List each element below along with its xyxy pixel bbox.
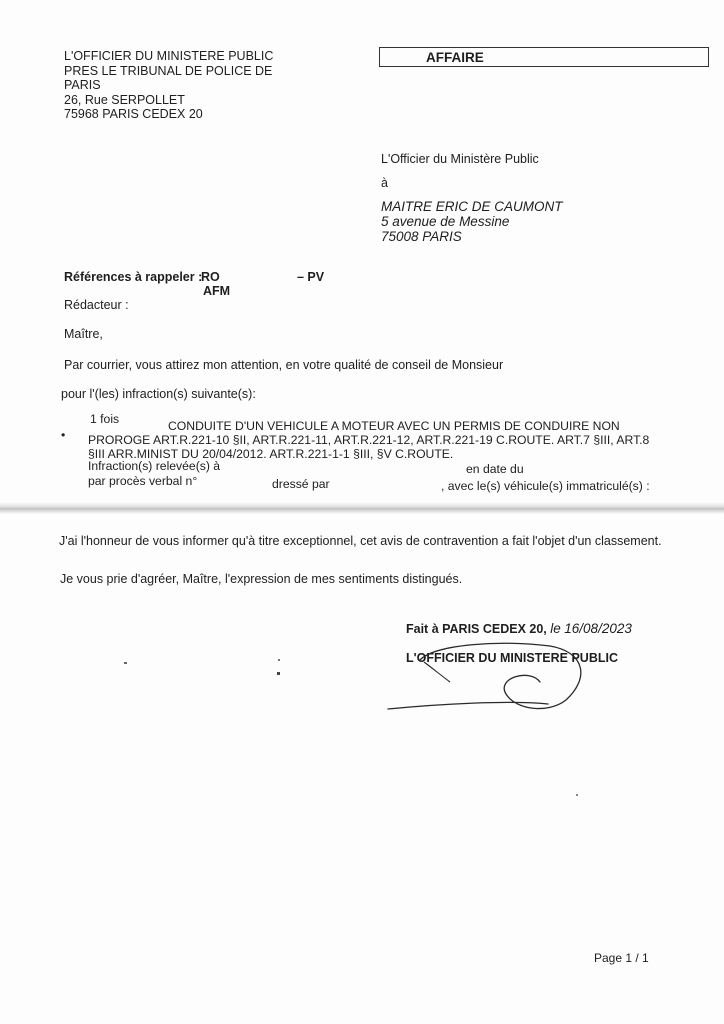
references-label: Références à rappeler : — [64, 270, 203, 284]
sender-line-5: 75968 PARIS CEDEX 20 — [64, 107, 203, 121]
fait-le: le — [550, 621, 561, 636]
paragraph-infractions-intro: pour l'(les) infraction(s) suivante(s): — [61, 387, 256, 401]
affaire-label: AFFAIRE — [426, 50, 484, 65]
infraction-pv-number: par procès verbal n° — [88, 474, 198, 488]
infraction-count: 1 fois — [90, 412, 120, 426]
infraction-line-2: PROROGE ART.R.221-10 §II, ART.R.221-11, ART.R.221-12, ART.R.221-19 C.ROUTE. ART.7 §III, ART.8 — [88, 433, 650, 447]
sender-line-1: L'OFFICIER DU MINISTERE PUBLIC — [64, 49, 274, 63]
recipient-name: MAITRE ERIC DE CAUMONT — [381, 199, 563, 214]
reference-ro: RO — [201, 270, 220, 284]
infraction-line-3: §III ARR.MINIST DU 20/04/2012. ART.R.221-1-1 §III, §V C.ROUTE. — [88, 447, 454, 461]
a-line: à — [381, 176, 388, 190]
reference-afm: AFM — [203, 284, 231, 298]
salutation: Maître, — [64, 327, 103, 341]
scan-speck — [277, 672, 280, 675]
from-line: L'Officier du Ministère Public — [381, 152, 539, 166]
infraction-dresse-par: dressé par — [272, 477, 330, 491]
handwritten-signature — [380, 638, 600, 718]
fait-place: Fait à PARIS CEDEX 20, — [406, 622, 547, 636]
infraction-immatricule: , avec le(s) véhicule(s) immatriculé(s) : — [441, 479, 650, 493]
reference-pv: – PV — [297, 270, 325, 284]
fait-a-line — [406, 621, 632, 636]
page-number: Page 1 / 1 — [594, 951, 649, 965]
redacteur-label: Rédacteur : — [64, 298, 129, 312]
fait-date: 16/08/2023 — [564, 621, 632, 636]
paragraph-closing: Je vous prie d'agréer, Maître, l'expression de mes sentiments distingués. — [60, 572, 463, 586]
scan-speck — [278, 659, 280, 661]
sender-line-2: PRES LE TRIBUNAL DE POLICE DE — [64, 63, 273, 78]
sender-line-4: 26, Rue SERPOLLET — [64, 92, 185, 107]
sender-line-3: PARIS — [64, 78, 101, 92]
infraction-line-1: CONDUITE D'UN VEHICULE A MOTEUR AVEC UN PERMIS DE CONDUIRE NON — [168, 419, 620, 433]
paragraph-counsel: Par courrier, vous attirez mon attention, en votre qualité de conseil de Monsieur — [64, 358, 504, 372]
affaire-box — [379, 47, 709, 67]
infraction-bullet: • — [61, 428, 66, 442]
infraction-releve: Infraction(s) relevée(s) à — [88, 459, 221, 473]
recipient-street: 5 avenue de Messine — [381, 214, 510, 229]
infraction-en-date: en date du — [466, 462, 524, 476]
scan-artifact-band — [0, 502, 724, 514]
sender-address — [64, 49, 273, 122]
recipient-city: 75008 PARIS — [381, 229, 462, 244]
scan-speck — [576, 794, 578, 796]
scan-speck — [124, 662, 127, 664]
paragraph-classement: J'ai l'honneur de vous informer qu'à titre exceptionnel, cet avis de contravention a fait l'objet d'un classement. — [59, 534, 662, 548]
signatory-title: L'OFFICIER DU MINISTERE PUBLIC — [406, 651, 618, 665]
